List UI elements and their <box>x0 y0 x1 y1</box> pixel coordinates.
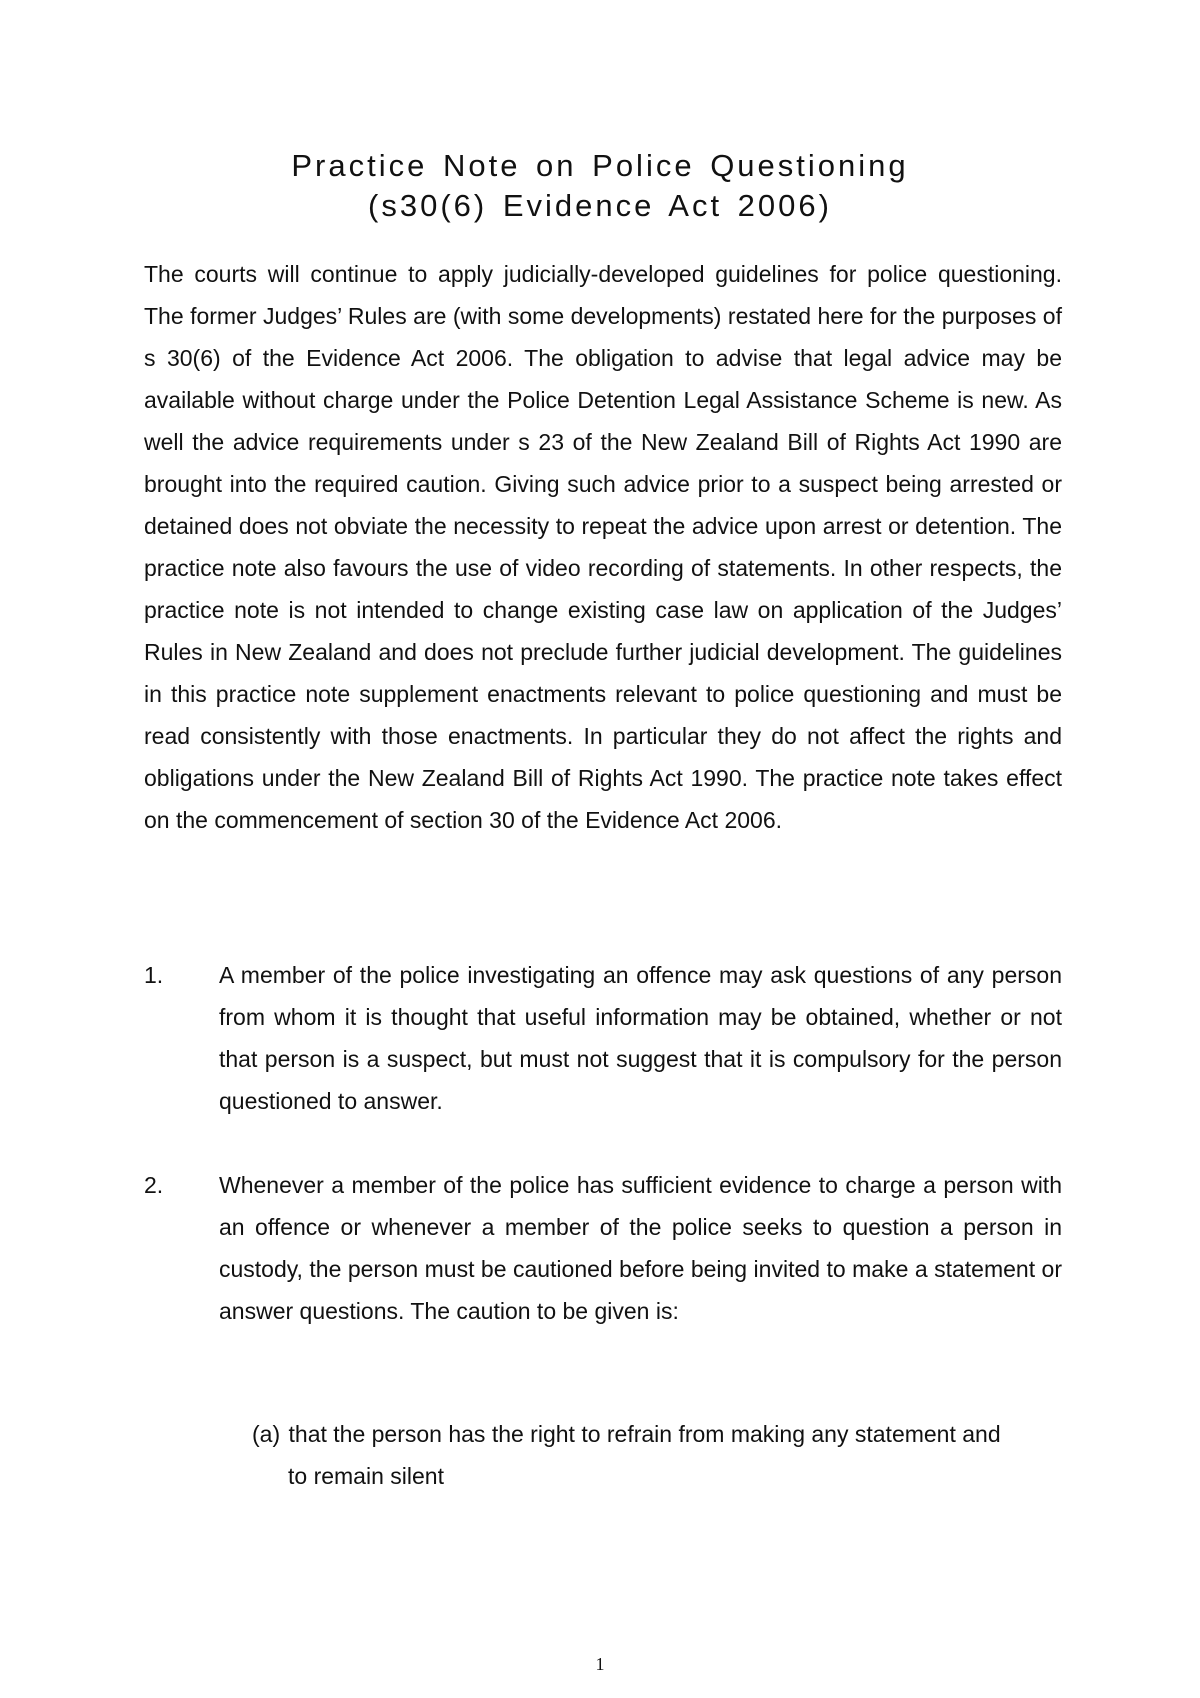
caution-item-text-line1: that the person has the right to refrain from making any statement and <box>288 1421 1001 1447</box>
rule-item-1 <box>144 954 1062 1122</box>
rule-number: 1. <box>144 962 164 988</box>
intro-paragraph: The courts will continue to apply judicially-developed guidelines for police questioning. The former Judges’ Rules are (with some developments) restated here for the purposes of s 30(6) of the Evidence Act 2006. The obligation to advise that legal advice may be available without charge under the Police Detention Legal Assistance Scheme is new. As well the advice requirements under s 23 of the New Zealand Bill of Rights Act 1990 are brought into the required caution. Giving such advice prior to a suspect being arrested or detained does not obviate the necessity to repeat the advice upon arrest or detention. The practice note also favours the use of video recording of statements. In other respects, the practice note is not intended to change existing case law on application of the Judges’ Rules in New Zealand and does not preclude further judicial development. The guidelines in this practice note supplement enactments relevant to police questioning and must be read consistently with those enactments. In particular they do not affect the rights and obligations under the New Zealand Bill of Rights Act 1990. The practice note takes effect on the commencement of section 30 of the Evidence Act 2006. <box>144 261 1062 833</box>
title-line-1: Practice Note on Police Questioning <box>291 148 909 183</box>
rule-number: 2. <box>144 1172 164 1198</box>
rule-text: A member of the police investigating an offence may ask questions of any person from whom it is thought that useful information may be obtained, whether or not that person is a suspect, but must not suggest that it is compulsory for the person questioned to answer. <box>219 962 1062 1114</box>
page-number: 1 <box>595 1654 605 1674</box>
caution-item-a <box>252 1413 1062 1497</box>
title-line-2: (s30(6) Evidence Act 2006) <box>368 188 832 223</box>
rule-text: Whenever a member of the police has sufficient evidence to charge a person with an offence or whenever a member of the police seeks to question a person in custody, the person must be cautioned before being invited to make a statement or answer questions. The caution to be given is: <box>219 1172 1062 1324</box>
caution-item-label: (a) <box>252 1421 281 1447</box>
document-title <box>0 146 1200 226</box>
caution-item-text-line2: to remain silent <box>288 1463 444 1489</box>
rule-item-2 <box>144 1164 1062 1332</box>
